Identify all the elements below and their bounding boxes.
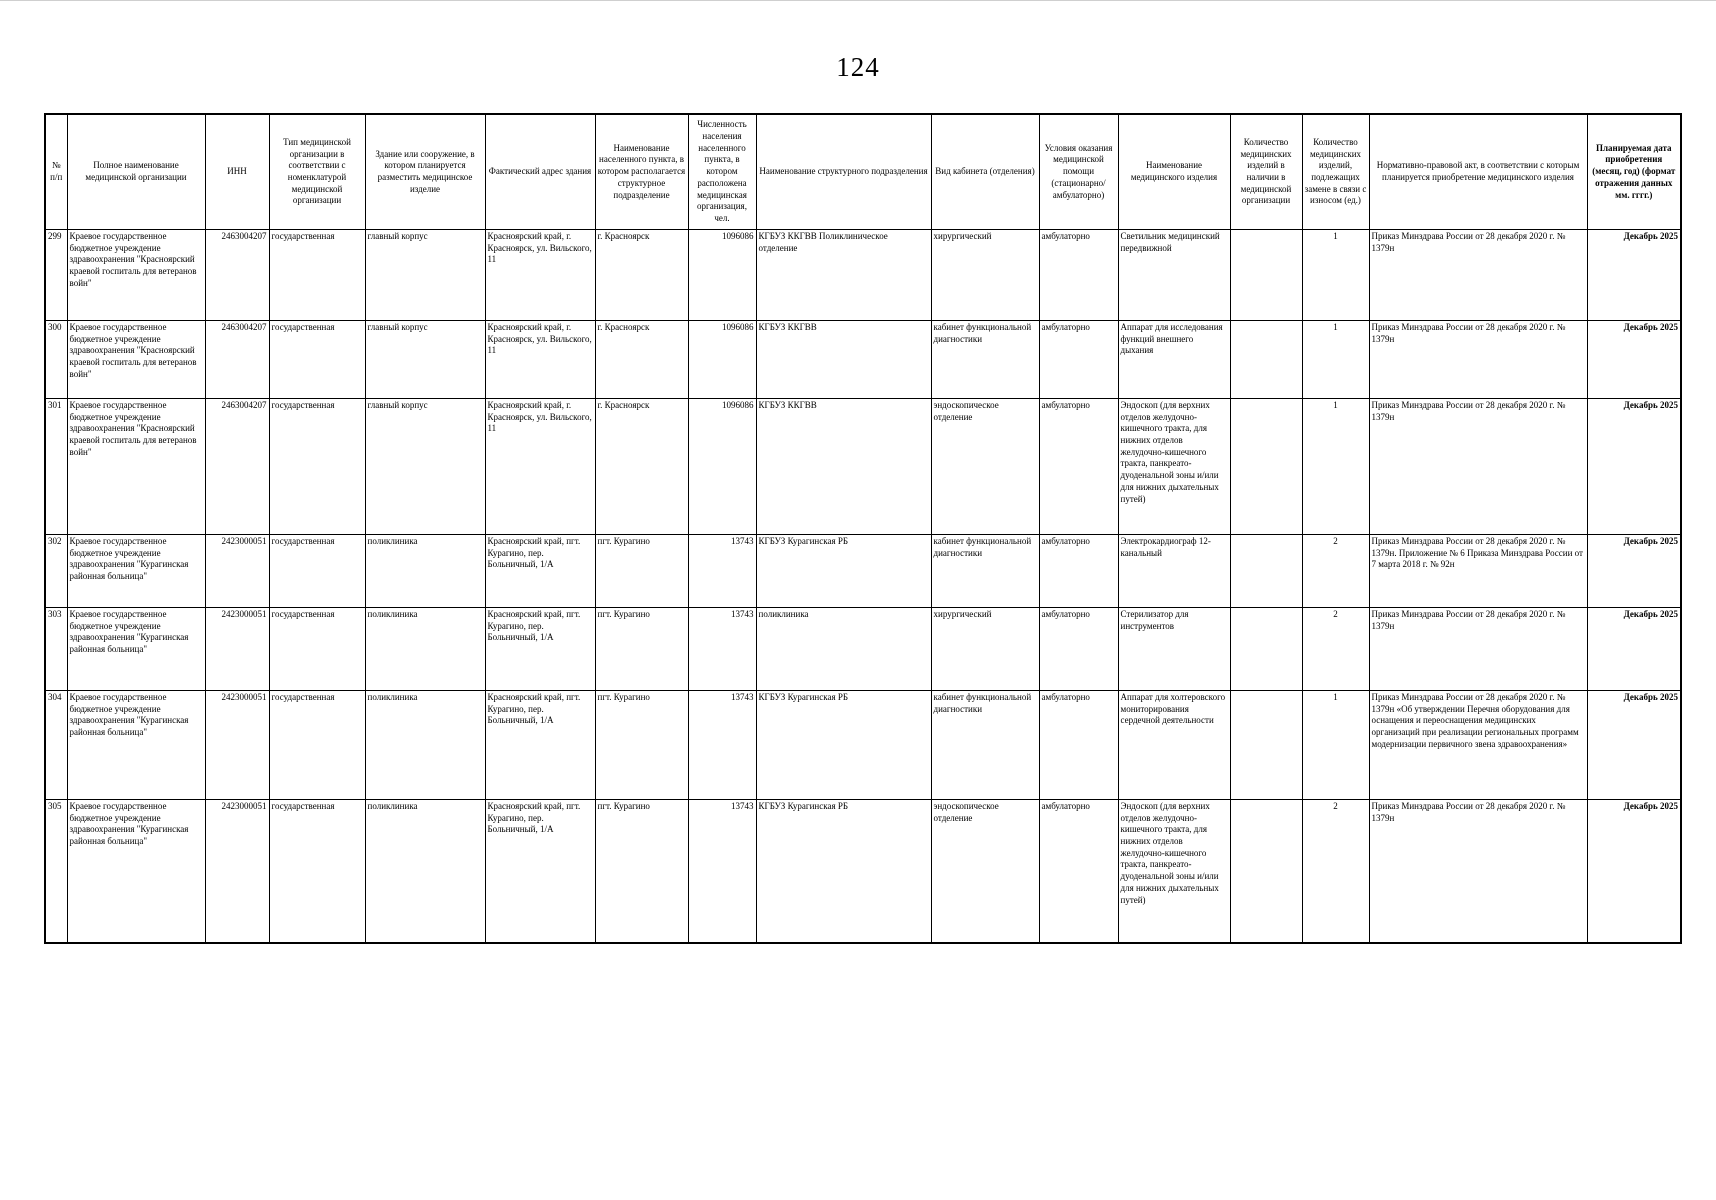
address-cell: Красноярский край, г. Красноярск, ул. Вильского, 11	[485, 230, 595, 321]
row-number: 301	[45, 399, 67, 535]
header-cell: Наименование населенного пункта, в котором располагается структурное подразделение	[595, 114, 688, 230]
purchase-date-cell: Декабрь 2025	[1587, 230, 1681, 321]
unit-cell: КГБУЗ ККГВВ	[756, 321, 931, 399]
settlement-cell: г. Красноярск	[595, 399, 688, 535]
available-count-cell	[1230, 230, 1302, 321]
unit-cell: КГБУЗ ККГВВ Поликлиническое отделение	[756, 230, 931, 321]
header-cell: Фактический адрес здания	[485, 114, 595, 230]
device-cell: Эндоскоп (для верхних отделов желудочно-кишечного тракта, для нижних отделов желудочно-кишечного тракта, панкреато-дуоденальной зоны и/или для нижних дыхательных путей)	[1118, 800, 1230, 943]
population-cell: 1096086	[688, 399, 756, 535]
header-cell: Планируемая дата приобретения (месяц, год) (формат отражения данных мм. гггг.)	[1587, 114, 1681, 230]
inn-cell: 2463004207	[205, 230, 269, 321]
organization-name: Краевое государственное бюджетное учреждение здравоохранения "Красноярский краевой госпиталь для ветеранов войн"	[67, 399, 205, 535]
conditions-cell: амбулаторно	[1039, 800, 1118, 943]
settlement-cell: г. Красноярск	[595, 321, 688, 399]
conditions-cell: амбулаторно	[1039, 535, 1118, 608]
population-cell: 1096086	[688, 321, 756, 399]
device-cell: Эндоскоп (для верхних отделов желудочно-кишечного тракта, для нижних отделов желудочно-кишечного тракта, панкреато-дуоденальной зоны и/или для нижних дыхательных путей)	[1118, 399, 1230, 535]
legal-act-cell: Приказ Минздрава России от 28 декабря 2020 г. № 1379н	[1369, 800, 1587, 943]
purchase-date-cell: Декабрь 2025	[1587, 321, 1681, 399]
settlement-cell: пгт. Курагино	[595, 608, 688, 691]
address-cell: Красноярский край, пгт. Курагино, пер. Больничный, 1/А	[485, 608, 595, 691]
replace-count-cell: 1	[1302, 399, 1369, 535]
header-cell: Нормативно-правовой акт, в соответствии с которым планируется приобретение медицинского изделия	[1369, 114, 1587, 230]
row-number: 303	[45, 608, 67, 691]
cabinet-cell: хирургический	[931, 608, 1039, 691]
cabinet-cell: хирургический	[931, 230, 1039, 321]
population-cell: 13743	[688, 800, 756, 943]
available-count-cell	[1230, 321, 1302, 399]
equipment-table	[44, 113, 1682, 944]
legal-act-cell: Приказ Минздрава России от 28 декабря 2020 г. № 1379н. Приложение № 6 Приказа Минздрава России от 7 марта 2018 г. № 92н	[1369, 535, 1587, 608]
address-cell: Красноярский край, г. Красноярск, ул. Вильского, 11	[485, 399, 595, 535]
available-count-cell	[1230, 800, 1302, 943]
replace-count-cell: 1	[1302, 321, 1369, 399]
legal-act-cell: Приказ Минздрава России от 28 декабря 2020 г. № 1379н	[1369, 399, 1587, 535]
organization-name: Краевое государственное бюджетное учреждение здравоохранения "Курагинская районная больница"	[67, 608, 205, 691]
replace-count-cell: 1	[1302, 691, 1369, 800]
header-cell: Наименование медицинского изделия	[1118, 114, 1230, 230]
purchase-date-cell: Декабрь 2025	[1587, 800, 1681, 943]
table-row	[45, 535, 1681, 608]
purchase-date-cell: Декабрь 2025	[1587, 399, 1681, 535]
org-type-cell: государственная	[269, 399, 365, 535]
row-number: 305	[45, 800, 67, 943]
device-cell: Аппарат для исследования функций внешнего дыхания	[1118, 321, 1230, 399]
inn-cell: 2463004207	[205, 399, 269, 535]
conditions-cell: амбулаторно	[1039, 230, 1118, 321]
header-cell: Количество медицинских изделий, подлежащих замене в связи с износом (ед.)	[1302, 114, 1369, 230]
unit-cell: КГБУЗ Курагинская РБ	[756, 691, 931, 800]
available-count-cell	[1230, 399, 1302, 535]
legal-act-cell: Приказ Минздрава России от 28 декабря 2020 г. № 1379н	[1369, 230, 1587, 321]
header-cell: Наименование структурного подразделения	[756, 114, 931, 230]
org-type-cell: государственная	[269, 691, 365, 800]
cabinet-cell: кабинет функциональной диагностики	[931, 691, 1039, 800]
table-row	[45, 691, 1681, 800]
replace-count-cell: 1	[1302, 230, 1369, 321]
organization-name: Краевое государственное бюджетное учреждение здравоохранения "Красноярский краевой госпиталь для ветеранов войн"	[67, 321, 205, 399]
inn-cell: 2423000051	[205, 608, 269, 691]
available-count-cell	[1230, 535, 1302, 608]
conditions-cell: амбулаторно	[1039, 399, 1118, 535]
header-cell: Численность населения населенного пункта, в котором расположена медицинская организация, чел.	[688, 114, 756, 230]
unit-cell: КГБУЗ Курагинская РБ	[756, 800, 931, 943]
address-cell: Красноярский край, пгт. Курагино, пер. Больничный, 1/А	[485, 800, 595, 943]
building-cell: поликлиника	[365, 691, 485, 800]
available-count-cell	[1230, 691, 1302, 800]
organization-name: Краевое государственное бюджетное учреждение здравоохранения "Курагинская районная больница"	[67, 535, 205, 608]
population-cell: 13743	[688, 608, 756, 691]
header-cell: Вид кабинета (отделения)	[931, 114, 1039, 230]
available-count-cell	[1230, 608, 1302, 691]
unit-cell: поликлиника	[756, 608, 931, 691]
building-cell: поликлиника	[365, 535, 485, 608]
legal-act-cell: Приказ Минздрава России от 28 декабря 2020 г. № 1379н	[1369, 608, 1587, 691]
address-cell: Красноярский край, пгт. Курагино, пер. Больничный, 1/А	[485, 535, 595, 608]
population-cell: 13743	[688, 535, 756, 608]
organization-name: Краевое государственное бюджетное учреждение здравоохранения "Курагинская районная больница"	[67, 691, 205, 800]
building-cell: поликлиника	[365, 608, 485, 691]
address-cell: Красноярский край, г. Красноярск, ул. Вильского, 11	[485, 321, 595, 399]
building-cell: главный корпус	[365, 399, 485, 535]
settlement-cell: пгт. Курагино	[595, 535, 688, 608]
device-cell: Светильник медицинский передвижной	[1118, 230, 1230, 321]
org-type-cell: государственная	[269, 321, 365, 399]
org-type-cell: государственная	[269, 535, 365, 608]
device-cell: Аппарат для холтеровского мониторирования сердечной деятельности	[1118, 691, 1230, 800]
organization-name: Краевое государственное бюджетное учреждение здравоохранения "Курагинская районная больница"	[67, 800, 205, 943]
legal-act-cell: Приказ Минздрава России от 28 декабря 2020 г. № 1379н «Об утверждении Перечня оборудования для оснащения и переоснащения медицинских организаций при реализации региональных программ модернизации первичного звена здравоохранения»	[1369, 691, 1587, 800]
table-row	[45, 321, 1681, 399]
header-cell: Здание или сооружение, в котором планируется разместить медицинское изделие	[365, 114, 485, 230]
org-type-cell: государственная	[269, 230, 365, 321]
inn-cell: 2423000051	[205, 691, 269, 800]
header-cell: Условия оказания медицинской помощи (стационарно/ амбулаторно)	[1039, 114, 1118, 230]
inn-cell: 2463004207	[205, 321, 269, 399]
inn-cell: 2423000051	[205, 800, 269, 943]
header-cell: ИНН	[205, 114, 269, 230]
unit-cell: КГБУЗ ККГВВ	[756, 399, 931, 535]
table-row	[45, 399, 1681, 535]
building-cell: главный корпус	[365, 321, 485, 399]
conditions-cell: амбулаторно	[1039, 321, 1118, 399]
settlement-cell: пгт. Курагино	[595, 691, 688, 800]
table-row	[45, 800, 1681, 943]
cabinet-cell: кабинет функциональной диагностики	[931, 321, 1039, 399]
population-cell: 13743	[688, 691, 756, 800]
population-cell: 1096086	[688, 230, 756, 321]
cabinet-cell: эндоскопическое отделение	[931, 800, 1039, 943]
organization-name: Краевое государственное бюджетное учреждение здравоохранения "Красноярский краевой госпиталь для ветеранов войн"	[67, 230, 205, 321]
row-number: 300	[45, 321, 67, 399]
building-cell: главный корпус	[365, 230, 485, 321]
replace-count-cell: 2	[1302, 535, 1369, 608]
purchase-date-cell: Декабрь 2025	[1587, 691, 1681, 800]
table-header-row	[45, 114, 1681, 230]
settlement-cell: г. Красноярск	[595, 230, 688, 321]
conditions-cell: амбулаторно	[1039, 691, 1118, 800]
row-number: 299	[45, 230, 67, 321]
device-cell: Стерилизатор для инструментов	[1118, 608, 1230, 691]
legal-act-cell: Приказ Минздрава России от 28 декабря 2020 г. № 1379н	[1369, 321, 1587, 399]
purchase-date-cell: Декабрь 2025	[1587, 535, 1681, 608]
table-row	[45, 608, 1681, 691]
table-row	[45, 230, 1681, 321]
header-cell: Полное наименование медицинской организации	[67, 114, 205, 230]
building-cell: поликлиника	[365, 800, 485, 943]
header-cell: Количество медицинских изделий в наличии в медицинской организации	[1230, 114, 1302, 230]
row-number: 302	[45, 535, 67, 608]
header-cell: Тип медицинской организации в соответствии с номенклатурой медицинской организации	[269, 114, 365, 230]
conditions-cell: амбулаторно	[1039, 608, 1118, 691]
device-cell: Электрокардиограф 12-канальный	[1118, 535, 1230, 608]
header-cell: № п/п	[45, 114, 67, 230]
unit-cell: КГБУЗ Курагинская РБ	[756, 535, 931, 608]
replace-count-cell: 2	[1302, 800, 1369, 943]
cabinet-cell: эндоскопическое отделение	[931, 399, 1039, 535]
org-type-cell: государственная	[269, 608, 365, 691]
purchase-date-cell: Декабрь 2025	[1587, 608, 1681, 691]
org-type-cell: государственная	[269, 800, 365, 943]
page-number: 124	[836, 52, 880, 82]
settlement-cell: пгт. Курагино	[595, 800, 688, 943]
cabinet-cell: кабинет функциональной диагностики	[931, 535, 1039, 608]
scan-edge-line	[0, 0, 1716, 5]
replace-count-cell: 2	[1302, 608, 1369, 691]
inn-cell: 2423000051	[205, 535, 269, 608]
row-number: 304	[45, 691, 67, 800]
address-cell: Красноярский край, пгт. Курагино, пер. Больничный, 1/А	[485, 691, 595, 800]
